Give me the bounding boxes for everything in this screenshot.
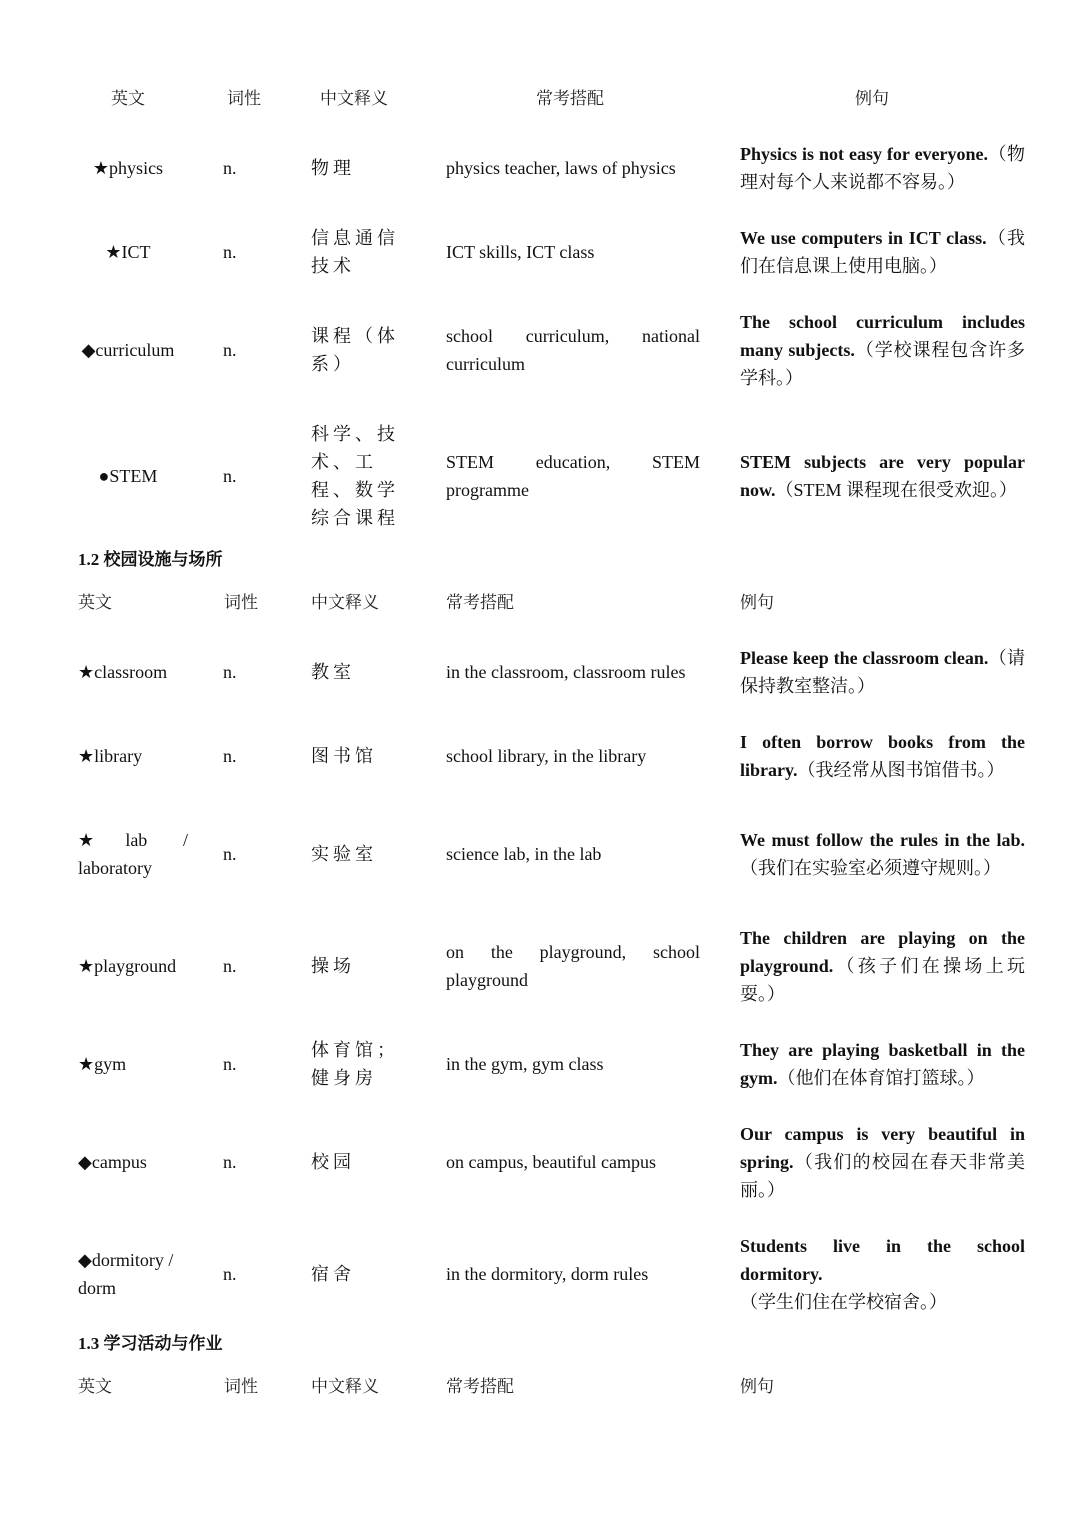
header-ex: 例句	[740, 593, 774, 612]
example-cell	[740, 308, 1025, 392]
pos-cell: n.	[223, 746, 237, 766]
example-en: The school curriculum includes many subjects.	[740, 312, 1025, 360]
table-row	[0, 1120, 1080, 1204]
word-cell: ◆curriculum	[81, 340, 175, 360]
example-en: Our campus is very beautiful in spring.	[740, 1124, 1025, 1172]
section-title: 1.3 学习活动与作业	[78, 1334, 223, 1353]
table-row	[0, 308, 1080, 392]
example-zh: （请保持教室整洁。）	[740, 648, 1025, 696]
example-en: We must follow the rules in the lab.	[740, 830, 1025, 850]
header-pos: 词性	[224, 1377, 258, 1396]
example-zh: （他们在体育馆打篮球。）	[777, 1068, 985, 1088]
example-en: Physics is not easy for everyone.	[740, 144, 989, 164]
example-cell	[740, 1120, 1025, 1204]
example-en: We use computers in ICT class.	[740, 228, 987, 248]
header-zh: 中文释义	[320, 89, 388, 108]
pos-cell: n.	[223, 662, 237, 682]
example-zh: （我们在实验室必须遵守规则。）	[740, 858, 1001, 878]
meaning-cell: 操场	[311, 956, 355, 976]
example-zh: （物理对每个人来说都不容易。）	[740, 144, 1026, 192]
header-pos: 词性	[224, 593, 258, 612]
pos-cell: n.	[223, 1152, 237, 1172]
meaning-cell: 信息通信技术	[311, 228, 399, 276]
word-cell: ★library	[78, 746, 143, 766]
pos-cell: n.	[223, 158, 237, 178]
word-cell: ◆dormitory / dorm	[78, 1250, 174, 1298]
pos-cell: n.	[223, 1054, 237, 1074]
example-zh: （我经常从图书馆借书。）	[797, 760, 1005, 780]
pos-cell: n.	[223, 1264, 237, 1284]
example-cell	[740, 728, 1025, 784]
table-row	[0, 1036, 1080, 1092]
pos-cell: n.	[223, 956, 237, 976]
example-cell	[740, 1036, 1025, 1092]
meaning-cell: 图书馆	[311, 746, 377, 766]
table-row	[0, 812, 1080, 896]
header-coll: 常考搭配	[536, 89, 604, 108]
meaning-cell: 体育馆；健身房	[311, 1040, 399, 1088]
meaning-cell: 实验室	[311, 844, 377, 864]
example-zh: （STEM 课程现在很受欢迎。）	[775, 480, 1018, 500]
meaning-cell: 宿舍	[311, 1264, 355, 1284]
header-coll: 常考搭配	[446, 1377, 514, 1396]
header-en: 英文	[78, 1377, 112, 1396]
meaning-cell: 校园	[311, 1152, 355, 1172]
table-row	[0, 924, 1080, 1008]
table-row	[0, 1232, 1080, 1316]
example-cell	[740, 420, 1025, 532]
meaning-cell: 科学、技术、工程、数学综合课程	[311, 424, 399, 528]
header-zh: 中文释义	[311, 593, 379, 612]
table-row	[0, 420, 1080, 532]
pos-cell: n.	[223, 242, 237, 262]
header-pos: 词性	[227, 89, 261, 108]
word-cell: ★lab / laboratory	[78, 830, 188, 878]
example-zh: （我们的校园在春天非常美丽。）	[740, 1152, 1025, 1200]
word-cell: ★gym	[78, 1054, 127, 1074]
meaning-cell: 教室	[311, 662, 355, 682]
word-cell: ★ICT	[105, 242, 151, 262]
word-cell: ◆campus	[78, 1152, 147, 1172]
example-en: Students live in the school dormitory.	[740, 1236, 1025, 1284]
collocation-cell: physics teacher, laws of physics	[446, 158, 676, 178]
table-row	[0, 140, 1080, 196]
header-coll: 常考搭配	[446, 593, 514, 612]
example-zh: （孩子们在操场上玩耍。）	[740, 956, 1025, 1004]
pos-cell: n.	[223, 340, 237, 360]
example-cell	[740, 644, 1025, 700]
word-cell: ●STEM	[98, 466, 158, 486]
example-zh: （学校课程包含许多学科。）	[740, 340, 1025, 388]
pos-cell: n.	[223, 844, 237, 864]
meaning-cell: 课程（体系）	[311, 326, 399, 374]
collocation-cell: school library, in the library	[446, 746, 647, 766]
example-en: Please keep the classroom clean.	[740, 648, 989, 668]
collocation-cell: STEM education, STEM programme	[446, 452, 700, 500]
word-cell: ★playground	[78, 956, 177, 976]
header-en: 英文	[78, 593, 112, 612]
collocation-cell: school curriculum, national curriculum	[446, 326, 700, 374]
word-cell: ★physics	[92, 158, 164, 178]
example-zh: （学生们住在学校宿舍。）	[740, 1292, 947, 1312]
collocation-cell: in the dormitory, dorm rules	[446, 1264, 649, 1284]
example-cell	[740, 1232, 1025, 1316]
collocation-cell: on the playground, school playground	[446, 942, 700, 990]
table-row	[0, 728, 1080, 784]
example-cell	[740, 812, 1025, 896]
collocation-cell: in the classroom, classroom rules	[446, 662, 686, 682]
example-en: I often borrow books from the library.	[740, 732, 1025, 780]
collocation-cell: ICT skills, ICT class	[446, 242, 595, 262]
example-en: STEM subjects are very popular now.	[740, 452, 1025, 500]
meaning-cell: 物理	[311, 158, 355, 178]
header-ex: 例句	[855, 89, 889, 108]
table-row	[0, 644, 1080, 700]
header-zh: 中文释义	[311, 1377, 379, 1396]
header-ex: 例句	[740, 1377, 774, 1396]
collocation-cell: on campus, beautiful campus	[446, 1152, 656, 1172]
example-cell	[740, 924, 1025, 1008]
collocation-cell: science lab, in the lab	[446, 844, 602, 864]
example-en: They are playing basketball in the gym.	[740, 1040, 1025, 1088]
example-zh: （我们在信息课上使用电脑。）	[740, 228, 1025, 276]
example-cell	[740, 224, 1025, 280]
table-row	[0, 224, 1080, 280]
example-cell	[740, 140, 1025, 196]
word-cell: ★classroom	[78, 662, 168, 682]
section-title: 1.2 校园设施与场所	[78, 550, 223, 569]
example-en: The children are playing on the playground.	[740, 928, 1025, 976]
header-en: 英文	[111, 89, 145, 108]
pos-cell: n.	[223, 466, 237, 486]
collocation-cell: in the gym, gym class	[446, 1054, 604, 1074]
